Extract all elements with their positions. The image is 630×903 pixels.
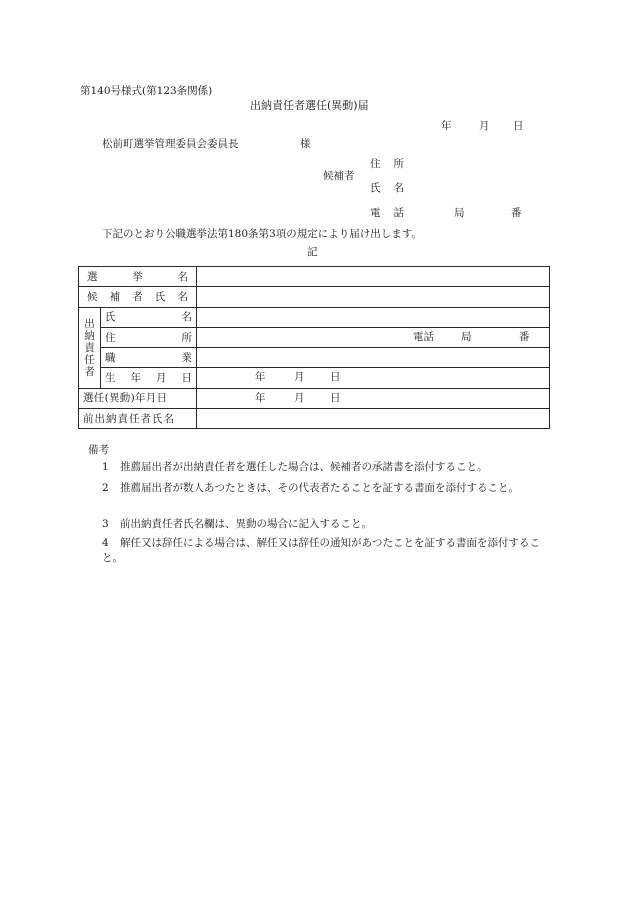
candidate-name-label: 氏 名 (370, 182, 404, 194)
treasurer-name-input-cell[interactable] (197, 307, 550, 327)
ki-mark: 記 (307, 246, 318, 258)
date-year-unit: 年 (441, 120, 452, 132)
row-candidate-name (79, 287, 550, 307)
treasurer-address-label-cell: 住 所 (101, 327, 197, 347)
row-treasurer-address (79, 327, 550, 347)
candidate-phone-label: 電 話 (370, 207, 404, 219)
candidate-phone-ban: 番 (511, 207, 522, 219)
form-id: 第140号様式(第123条関係) (80, 85, 213, 97)
notes-heading: 備考 (88, 444, 109, 456)
treasurer-vertical-label: 出 納 責 任 者 (79, 307, 101, 388)
row-previous-treasurer (79, 409, 550, 429)
addressee-honorific: 様 (300, 138, 311, 150)
appointment-date-label-cell: 選任(異動)年月日 (79, 388, 197, 408)
treasurer-name-label-cell: 氏 名 (101, 307, 197, 327)
candidate-label: 候補者 (323, 170, 355, 182)
row-election (79, 267, 550, 287)
row-treasurer-name (79, 307, 550, 327)
row-treasurer-birth (79, 368, 550, 388)
row-treasurer-occupation (79, 348, 550, 368)
addressee-name: 松前町選挙管理委員会委員長 (102, 138, 239, 150)
treasurer-form-table (78, 266, 550, 429)
election-input-cell[interactable] (197, 267, 550, 287)
treasurer-address-input-cell[interactable] (197, 327, 550, 347)
treasurer-birth-label-cell: 生 年 月 日 (101, 368, 197, 388)
candidate-address-label: 住 所 (370, 158, 404, 170)
note-item: 2 推薦届出者が数人あつたときは、その代表者たることを証する書面を添付すること。 (102, 482, 519, 494)
previous-treasurer-input-cell[interactable] (197, 409, 550, 429)
appointment-date-input-cell[interactable]: 年 月 日 (197, 388, 550, 408)
treasurer-birth-input-cell[interactable]: 年 月 日 (197, 368, 550, 388)
note-item: 3 前出納責任者氏名欄は、異動の場合に記入すること。 (102, 518, 372, 530)
treasurer-occupation-label-cell: 職 業 (101, 348, 197, 368)
form-title: 出納責任者選任(異動)届 (250, 99, 369, 112)
treasurer-phone-label: 電話 (413, 330, 434, 343)
treasurer-phone-ban: 番 (519, 330, 530, 343)
intro-text: 下記のとおり公職選挙法第180条第3項の規定により届け出します。 (102, 228, 422, 240)
row-appointment-date (79, 388, 550, 408)
date-day-unit: 日 (513, 120, 524, 132)
previous-treasurer-label-cell: 前出納責任者氏名 (79, 409, 197, 429)
candidate-name-input-cell[interactable] (197, 287, 550, 307)
candidate-name-label-cell: 候 補 者 氏 名 (79, 287, 197, 307)
election-label-cell: 選 挙 名 (79, 267, 197, 287)
treasurer-occupation-input-cell[interactable] (197, 348, 550, 368)
note-item: 4 解任又は辞任による場合は、解任又は辞任の通知があつたことを証する書面を添付すること。 (102, 537, 540, 564)
treasurer-phone-kyoku: 局 (461, 330, 472, 343)
candidate-phone-kyoku: 局 (454, 207, 465, 219)
date-month-unit: 月 (479, 120, 490, 132)
note-item: 1 推薦届出者が出納責任者を選任した場合は、候補者の承諾書を添付すること。 (102, 461, 488, 473)
